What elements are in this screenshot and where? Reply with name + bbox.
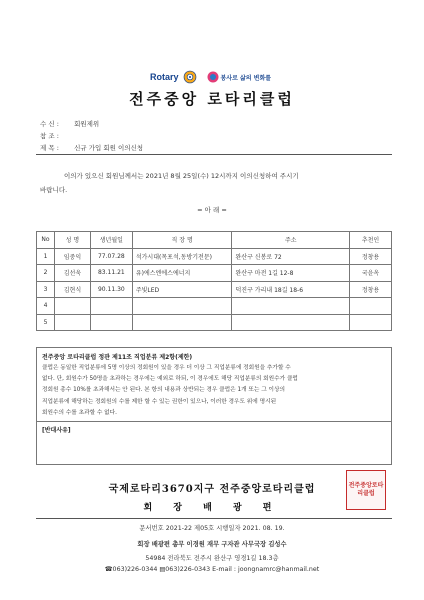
body-line-2: 바랍니다.	[40, 186, 68, 194]
col-header: 성 명	[54, 232, 90, 249]
contact-line: ☎063)226-0344 ▤063)226-0343 E-mail : joongnamrc@hanmail.net	[104, 566, 320, 573]
table-row	[37, 281, 392, 298]
col-header: 추천인	[350, 232, 392, 249]
cell-no: 3	[37, 281, 55, 298]
cell-workplace	[132, 314, 232, 331]
opinion-label: [반대사유]	[42, 427, 71, 434]
cell-address	[232, 314, 350, 331]
table-row	[37, 314, 392, 331]
doc-number-line: 문서번호 2021-22 제05호 시행일자 2021. 08. 19.	[139, 525, 285, 532]
table-header-row	[37, 232, 392, 249]
opinion-divider	[36, 421, 392, 422]
cell-name: 김현식	[54, 281, 90, 298]
club-title: 전주중앙 로타리클럽	[129, 90, 295, 108]
cell-birth: 90.11.30	[90, 281, 132, 298]
cell-no: 2	[37, 265, 55, 282]
slogan-text: 봉사로 삶의 변화를	[220, 74, 272, 82]
rotary-wordmark: Rotary	[150, 72, 179, 82]
recipient-label: 수 신 :	[40, 120, 59, 128]
bylaw-line: 회원수의 수를 초과할 수 없다.	[42, 409, 117, 416]
reference-row	[40, 131, 72, 140]
footer-divider	[36, 518, 392, 519]
notice-heading: = 아 래 =	[197, 206, 227, 214]
district-club-line: 국제로타리3670지구 전주중앙로타리클럽	[108, 484, 316, 495]
subject-label: 제 목 :	[40, 144, 59, 152]
cell-name	[54, 298, 90, 315]
body-line-1: 이의가 있으신 회원님께서는 2021년 8월 25일(수) 12시까지 이의신청하여 주시기	[64, 172, 299, 180]
logo-row	[150, 66, 290, 88]
bylaw-line: 클럽은 동일한 직업분류에 5명 이상의 정회원이 있을 경우 더 이상 그 직업분류에 정회원을 추가할 수	[42, 365, 291, 371]
club-seal-stamp: 전주중앙로타리클럽	[346, 470, 386, 510]
address-line: 54984 전라북도 전주시 완산구 영경1길 18.3층	[145, 555, 279, 562]
recipient-row	[40, 119, 99, 128]
cell-name: 김선욱	[54, 265, 90, 282]
member-table	[36, 231, 392, 331]
col-header: 주소	[232, 232, 350, 249]
cell-birth: 77.07.28	[90, 248, 132, 265]
rotary-wheel-icon	[183, 70, 197, 84]
cell-address: 완산구 신봉로 72	[232, 248, 350, 265]
table-row	[37, 298, 392, 315]
cell-recommender	[350, 298, 392, 315]
cell-recommender: 국윤옥	[350, 265, 392, 282]
table-row	[37, 265, 392, 282]
officers-line: 회장 배광편 총무 이경원 재무 구자관 사무국장 김성수	[137, 541, 287, 548]
bylaw-line: 정회원 총수 10%를 초과해서는 안 된다. 본 항의 내용과 상반되는 경우 클럽은 1개 또는 그 이상의	[42, 387, 285, 394]
subject-value: 신규 가입 회원 이의신청	[74, 144, 144, 152]
cell-birth	[90, 314, 132, 331]
col-header: No	[37, 232, 55, 249]
cell-recommender: 정창용	[350, 248, 392, 265]
cell-workplace: 석가시대(목포석,동방기전문)	[132, 248, 232, 265]
subject-row	[40, 143, 143, 152]
bylaw-line: 직업분류에 해당하는 정회원의 수를 제한 할 수 있는 권한이 있으나, 이러한 경우도 위에 명시된	[42, 398, 277, 405]
bylaw-text	[42, 363, 382, 419]
cell-recommender: 정창용	[350, 281, 392, 298]
cell-workplace: 주빛LED	[132, 281, 232, 298]
reference-label: 참 조 :	[40, 132, 59, 140]
cell-address: 덕진구 가리내 18길 18-6	[232, 281, 350, 298]
cell-address	[232, 298, 350, 315]
globe-icon	[207, 71, 219, 83]
cell-recommender	[350, 314, 392, 331]
cell-name	[54, 314, 90, 331]
cell-workplace: 유)에스엔에스에너지	[132, 265, 232, 282]
col-header: 직 장 명	[132, 232, 232, 249]
president-line: 회 장 배 광 편	[143, 503, 281, 513]
cell-birth: 83.11.21	[90, 265, 132, 282]
table-row	[37, 248, 392, 265]
header-divider	[36, 154, 392, 155]
cell-no: 5	[37, 314, 55, 331]
cell-no: 1	[37, 248, 55, 265]
bylaw-line: 없다. 단, 회원수가 50명을 초과하는 경우에는 예외로 하되, 이 경우에도 해당 직업분류의 회원수가 클럽	[42, 376, 298, 383]
cell-name: 임중익	[54, 248, 90, 265]
bylaw-title: 전주중앙 로타리클럽 정관 제11조 직업분류 제2항(제한)	[42, 354, 193, 361]
slogan-badge	[207, 71, 272, 83]
cell-workplace	[132, 298, 232, 315]
cell-no: 4	[37, 298, 55, 315]
col-header: 생년월일	[90, 232, 132, 249]
recipient-value: 회원제위	[74, 120, 100, 128]
cell-address: 완산구 마전 1길 12-8	[232, 265, 350, 282]
cell-birth	[90, 298, 132, 315]
